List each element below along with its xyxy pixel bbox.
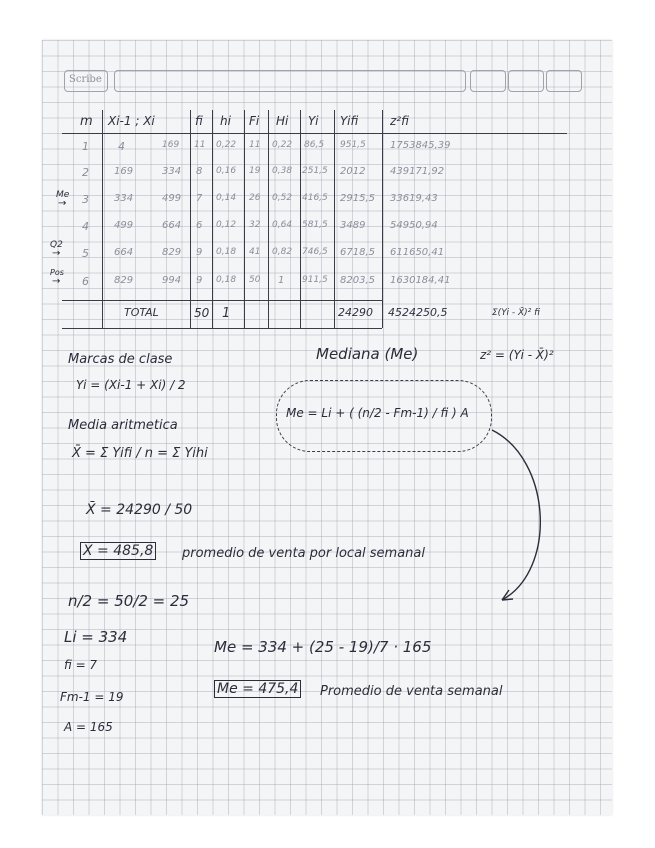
total-z2fi: 4524250,5 bbox=[388, 306, 448, 319]
media-calc: X̄ = 24290 / 50 bbox=[86, 502, 193, 518]
row5-Fi: 41 bbox=[249, 247, 261, 257]
mediana-title: Mediana (Me) bbox=[316, 345, 419, 363]
row4-x0: 499 bbox=[114, 220, 134, 231]
row5-fi: 9 bbox=[196, 247, 203, 258]
table-header-line bbox=[62, 133, 567, 134]
table-vline bbox=[212, 110, 213, 328]
col-header-m: m bbox=[80, 114, 93, 129]
marker-pos: Pos bbox=[50, 268, 64, 277]
marker-me-arrow-icon: → bbox=[58, 198, 67, 209]
z2-formula: z² = (Yi - X̄)² bbox=[480, 348, 554, 362]
row4-yifi: 3489 bbox=[340, 220, 366, 231]
row4-hi: 0,12 bbox=[216, 220, 237, 230]
col-header-x: Xi-1 ; Xi bbox=[108, 114, 155, 128]
total-yifi: 24290 bbox=[338, 306, 373, 319]
row2-hi: 0,16 bbox=[216, 166, 237, 176]
row3-z2fi: 33619,43 bbox=[390, 193, 438, 204]
n-half: n/2 = 50/2 = 25 bbox=[68, 592, 190, 610]
table-vline bbox=[102, 110, 103, 328]
fm1-value: Fm-1 = 19 bbox=[60, 690, 124, 704]
col-header-yi: Yi bbox=[308, 114, 319, 128]
header-date-field-2 bbox=[508, 70, 544, 92]
row3-x1: 499 bbox=[162, 193, 182, 204]
row6-fi: 9 bbox=[196, 275, 203, 286]
row3-Hi: 0,52 bbox=[272, 193, 293, 203]
media-title: Media aritmetica bbox=[68, 418, 178, 433]
row6-hi: 0,18 bbox=[216, 275, 237, 285]
media-result: X̄ = 485,8 bbox=[80, 542, 156, 560]
row3-fi: 7 bbox=[196, 193, 203, 204]
row5-Hi: 0,82 bbox=[272, 247, 293, 257]
table-vline bbox=[244, 110, 245, 328]
me-result: Me = 475,4 bbox=[214, 680, 301, 698]
row6-x0: 829 bbox=[114, 275, 134, 286]
row6-m: 6 bbox=[82, 275, 89, 288]
marcas-title: Marcas de clase bbox=[68, 352, 173, 367]
table-vline bbox=[300, 110, 301, 328]
li-value: Li = 334 bbox=[64, 628, 128, 646]
scribe-logo bbox=[64, 70, 108, 92]
table-vline bbox=[334, 110, 335, 328]
row1-x0: 4 bbox=[118, 140, 125, 153]
col-header-Fi: Fi bbox=[249, 114, 260, 128]
row5-yifi: 6718,5 bbox=[340, 247, 375, 258]
table-vline bbox=[268, 110, 269, 328]
marcas-formula: Yi = (Xi-1 + Xi) / 2 bbox=[76, 378, 186, 392]
row1-x1: 169 bbox=[162, 140, 180, 150]
row5-z2fi: 611650,41 bbox=[390, 247, 445, 258]
row1-yi: 86,5 bbox=[304, 140, 325, 150]
row4-fi: 6 bbox=[196, 220, 203, 231]
header-date-field-1 bbox=[470, 70, 506, 92]
row2-Hi: 0,38 bbox=[272, 166, 293, 176]
row1-m: 1 bbox=[82, 140, 89, 153]
marker-pos-arrow-icon: → bbox=[52, 276, 61, 287]
marker-me: Me bbox=[56, 190, 70, 200]
row4-z2fi: 54950,94 bbox=[390, 220, 438, 231]
header-date-field-3 bbox=[546, 70, 582, 92]
total-label: TOTAL bbox=[124, 306, 159, 319]
total-hi: 1 bbox=[222, 306, 231, 321]
row3-yifi: 2915,5 bbox=[340, 193, 375, 204]
total-note: Σ(Yi - X̄)² fi bbox=[492, 308, 540, 318]
row1-z2fi: 1753845,39 bbox=[390, 140, 451, 151]
row6-yifi: 8203,5 bbox=[340, 275, 375, 286]
row2-z2fi: 439171,92 bbox=[390, 166, 445, 177]
row2-x1: 334 bbox=[162, 166, 182, 177]
total-fi: 50 bbox=[194, 306, 210, 320]
col-header-Hi: Hi bbox=[276, 114, 289, 128]
fi-value: fi = 7 bbox=[64, 658, 98, 672]
row5-yi: 746,5 bbox=[302, 247, 328, 257]
notebook-page bbox=[42, 40, 612, 815]
row2-yi: 251,5 bbox=[302, 166, 328, 176]
row3-m: 3 bbox=[82, 193, 89, 206]
mediana-pointer-arrow-icon bbox=[462, 420, 572, 610]
row1-fi: 11 bbox=[194, 140, 206, 150]
me-caption: Promedio de venta semanal bbox=[320, 684, 503, 699]
marker-q2: Q2 bbox=[50, 240, 63, 250]
row2-fi: 8 bbox=[196, 166, 203, 177]
row6-z2fi: 1630184,41 bbox=[390, 275, 451, 286]
row2-x0: 169 bbox=[114, 166, 134, 177]
row6-yi: 911,5 bbox=[302, 275, 328, 285]
row6-Hi: 1 bbox=[278, 275, 285, 286]
col-header-hi: hi bbox=[220, 114, 231, 128]
row4-Hi: 0,64 bbox=[272, 220, 293, 230]
row5-x1: 829 bbox=[162, 247, 182, 258]
row4-Fi: 32 bbox=[249, 220, 261, 230]
row3-yi: 416,5 bbox=[302, 193, 328, 203]
media-formula: X̄ = Σ Yifi / n = Σ Yihi bbox=[72, 446, 208, 461]
mediana-formula: Me = Li + ( (n/2 - Fm-1) / fi ) A bbox=[286, 406, 469, 420]
row1-Hi: 0,22 bbox=[272, 140, 293, 150]
me-calc: Me = 334 + (25 - 19)/7 · 165 bbox=[214, 638, 432, 656]
marker-q2-arrow-icon: → bbox=[52, 248, 61, 259]
media-caption: promedio de venta por local semanal bbox=[182, 546, 425, 561]
row4-x1: 664 bbox=[162, 220, 182, 231]
col-header-fi: fi bbox=[195, 114, 203, 128]
logo-text: Scribe bbox=[69, 74, 102, 85]
table-total-line bbox=[62, 328, 382, 329]
row5-hi: 0,18 bbox=[216, 247, 237, 257]
row2-m: 2 bbox=[82, 166, 89, 179]
row3-x0: 334 bbox=[114, 193, 134, 204]
row6-x1: 994 bbox=[162, 275, 182, 286]
row5-x0: 664 bbox=[114, 247, 134, 258]
row3-hi: 0,14 bbox=[216, 193, 237, 203]
table-vline bbox=[190, 110, 191, 328]
row5-m: 5 bbox=[82, 247, 89, 260]
row4-m: 4 bbox=[82, 220, 89, 233]
col-header-yifi: Yifi bbox=[340, 114, 359, 128]
row2-Fi: 19 bbox=[249, 166, 261, 176]
col-header-z2fi: z²fi bbox=[390, 114, 409, 128]
row6-Fi: 50 bbox=[249, 275, 261, 285]
a-value: A = 165 bbox=[64, 720, 113, 734]
row1-Fi: 11 bbox=[249, 140, 261, 150]
row2-yifi: 2012 bbox=[340, 166, 366, 177]
row1-yifi: 951,5 bbox=[340, 140, 366, 150]
header-title-field bbox=[114, 70, 466, 92]
row1-hi: 0,22 bbox=[216, 140, 237, 150]
row4-yi: 581,5 bbox=[302, 220, 328, 230]
row3-Fi: 26 bbox=[249, 193, 261, 203]
table-vline bbox=[382, 110, 383, 328]
